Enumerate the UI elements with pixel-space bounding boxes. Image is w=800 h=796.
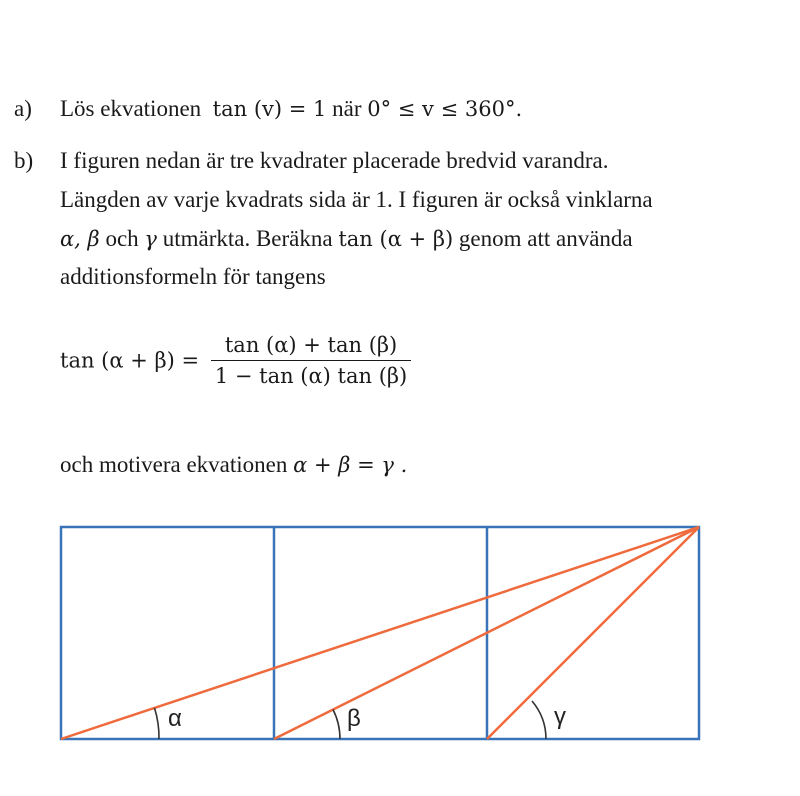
part-a-text-2: när — [332, 96, 362, 121]
part-b-label: b) — [14, 148, 34, 173]
label-beta: β — [347, 705, 361, 732]
period: . — [515, 97, 523, 121]
text-genom: genom att använda — [458, 226, 633, 251]
angle-equation: α + β = γ . — [293, 453, 408, 477]
tan-sum: tan (α + β) — [338, 227, 454, 251]
part-a-equation: tan (v) = 1 — [212, 97, 327, 121]
text-motivera: och motivera ekvationen — [60, 452, 288, 477]
arc-gamma — [532, 701, 546, 739]
text-och: och — [105, 226, 139, 251]
formula-denominator: 1 − tan (α) tan (β) — [214, 364, 408, 388]
text-utmarkta: utmärkta. Beräkna — [162, 226, 333, 251]
alpha-beta: α, β — [60, 227, 100, 251]
line-alpha — [61, 527, 699, 739]
formula-numerator: tan (α) + tan (β) — [211, 333, 411, 361]
part-b-line-1: I figuren nedan är tre kvadrater placerade bredvid varandra. — [60, 148, 609, 173]
formula-lhs: tan (α + β) = — [60, 348, 200, 373]
part-a-label: a) — [14, 96, 32, 121]
arc-alpha — [155, 708, 160, 739]
part-a-interval: 0° ≤ v ≤ 360° — [367, 97, 516, 121]
part-b-line-4: additionsformeln för tangens — [60, 264, 326, 289]
label-gamma: γ — [554, 703, 566, 730]
gamma: γ — [144, 227, 157, 251]
line-gamma — [487, 527, 699, 739]
arc-beta — [333, 710, 340, 740]
label-alpha: α — [168, 705, 182, 732]
part-a-text: Lös ekvationen — [60, 96, 202, 121]
part-b-line-2: Längden av varje kvadrats sida är 1. I figuren är också vinklarna — [60, 187, 653, 212]
